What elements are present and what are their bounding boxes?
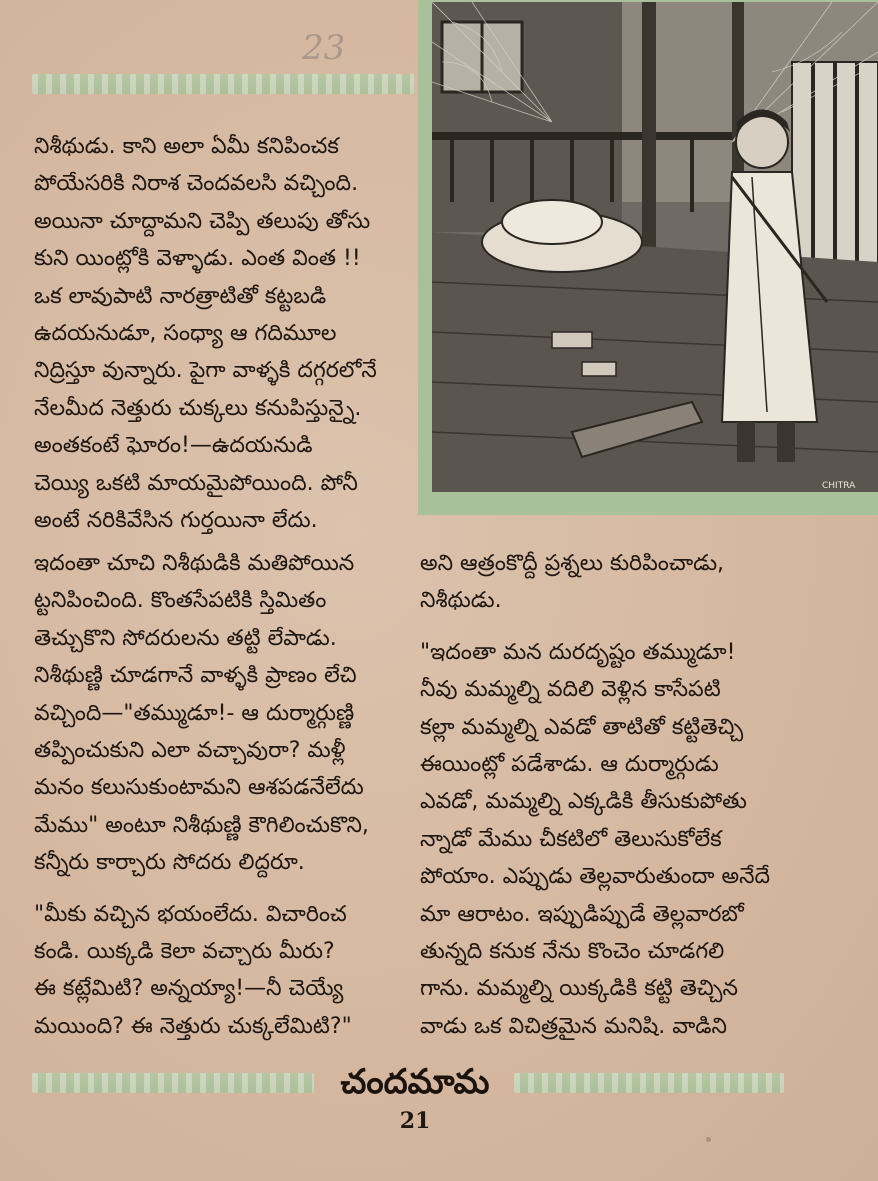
text-line: "ఇదంతా మన దురదృష్టం తమ్ముడూ! <box>420 639 736 665</box>
text-line: తెచ్చుకొని సోదరులను తట్టి లేపాడు. <box>34 625 337 651</box>
text-line: అని ఆత్రంకొద్దీ ప్రశ్నలు కురిపించాడు, <box>420 551 725 576</box>
decorative-border-bottom-left <box>32 1073 314 1093</box>
text-line: ట్టనిపించింది. కొంతసేపటికి స్తిమితం <box>34 588 327 614</box>
text-line: నిద్రిస్తూ వున్నారు. పైగా వాళ్ళకి దగ్గరలోనే <box>34 358 377 384</box>
text-line: కుని యింట్లోకి వెళ్ళాడు. ఎంత వింత !! <box>34 246 361 272</box>
left-column-bottom-text <box>34 545 404 1045</box>
text-line: నేలమీద నెత్తురు చుక్కలు కనుపిస్తున్నై. <box>34 395 362 421</box>
text-line: నిశీథుడు. <box>420 588 502 614</box>
left-column-top-text <box>34 128 404 539</box>
paragraph <box>34 128 404 539</box>
text-line: మయింది? ఈ నెత్తురు చుక్కలేమిటి?" <box>34 1013 352 1039</box>
text-line: ఈయింట్లో పడేశాడు. ఆ దుర్మార్గుడు <box>420 752 719 778</box>
text-line: నిశీథుణ్ణి చూడగానే వాళ్ళకి ప్రాణం లేచి <box>34 663 357 689</box>
text-line: ఇదంతా చూచి నిశీథుడికి మతిపోయిన <box>34 551 355 576</box>
text-line: న్నాడో మేము చీకటిలో తెలుసుకోలేక <box>420 826 722 852</box>
text-line: పోయాం. ఎప్పుడు తెల్లవారుతుందా అనేదే <box>420 864 771 890</box>
text-line: ఒక లావుపాటి నారత్రాటితో కట్టబడి <box>34 283 327 309</box>
text-line: గాను. మమ్మల్ని యిక్కడికి కట్టి తెచ్చిన <box>420 976 738 1002</box>
text-line: "మీకు వచ్చిన భయంలేదు. విచారించ <box>34 901 347 927</box>
paper-spot <box>706 1137 711 1142</box>
boy-in-cobweb-room-illustration <box>432 2 878 492</box>
text-line: ఎవడో, మమ్మల్ని ఎక్కడికి తీసుకుపోతు <box>420 789 747 815</box>
paragraph <box>420 545 790 620</box>
text-line: నిశీథుడు. కాని అలా ఏమీ కనిపించక <box>34 134 339 159</box>
text-line: ఈ కట్లేమిటి? అన్నయ్యా!—నీ చెయ్యే <box>34 976 344 1002</box>
right-column-text <box>420 545 790 1045</box>
text-line: మేము" అంటూ నిశీథుణ్ణి కౌగిలించుకొని, <box>34 812 369 838</box>
magazine-title: చందమామ <box>340 1062 490 1102</box>
decorative-border-top <box>32 74 414 94</box>
decorative-border-bottom-right <box>514 1073 784 1093</box>
text-line: తప్పించుకుని ఎలా వచ్చావురా? మళ్లీ <box>34 738 346 764</box>
text-line: కండి. యిక్కడి కెలా వచ్చారు మీరు? <box>34 939 335 965</box>
text-line: వాడు ఒక విచిత్రమైన మనిషి. వాడిని <box>420 1013 727 1039</box>
text-line: వచ్చింది—"తమ్ముడూ!- ఆ దుర్మార్గుణ్ణి <box>34 700 355 726</box>
page-number: 21 <box>399 1108 431 1134</box>
paragraph <box>420 634 790 1045</box>
text-line: కన్నీరు కార్చారు సోదరు లిద్దరూ. <box>34 850 305 876</box>
story-illustration <box>418 0 878 515</box>
text-line: పోయేసరికి నిరాశ చెందవలసి వచ్చింది. <box>34 171 359 197</box>
paragraph <box>34 545 404 882</box>
text-line: తున్నది కనుక నేను కొంచెం చూడగలి <box>420 939 725 965</box>
text-line: కల్లా మమ్మల్ని ఎవడో తాటితో కట్టితెచ్చి <box>420 714 744 740</box>
text-line: మనం కలుసుకుంటామని ఆశపడనేలేదు <box>34 775 364 801</box>
text-line: అంటే నరికివేసిన గుర్తయినా లేదు. <box>34 508 318 534</box>
text-line: అంతకంటే ఘోరం!—ఉదయనుడి <box>34 433 313 459</box>
text-line: అయినా చూద్దామని చెప్పి తలుపు తోసు <box>34 208 371 234</box>
text-line: ఉదయనుడూ, సంధ్యా ఆ గదిమూల <box>34 321 337 347</box>
pencil-mark: 23 <box>302 28 346 68</box>
text-line: మా ఆరాటం. ఇప్పుడిప్పుడే తెల్లవారబో <box>420 901 744 927</box>
paragraph <box>34 896 404 1046</box>
text-line: నీవు మమ్మల్ని వదిలి వెళ్లిన కాసేపటి <box>420 677 721 703</box>
artist-signature: CHITRA <box>822 481 856 491</box>
text-line: చెయ్యి ఒకటి మాయమైపోయింది. పోనీ <box>34 470 358 496</box>
